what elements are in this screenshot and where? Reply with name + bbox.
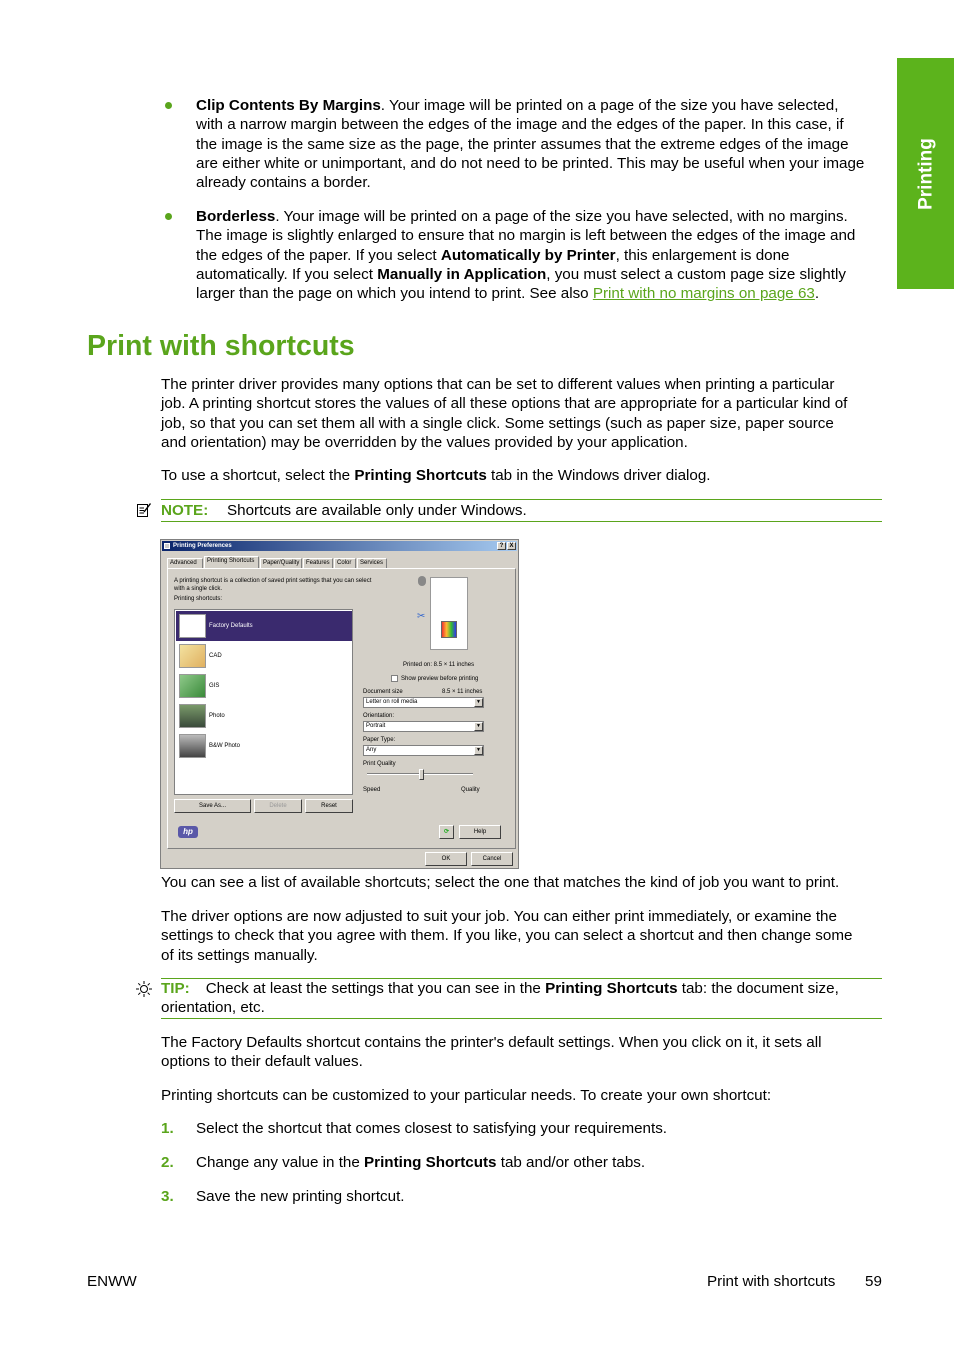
list-item[interactable]: [176, 671, 352, 701]
step-number: 3.: [161, 1188, 174, 1205]
driver-options-paragraph: [161, 907, 883, 965]
tab-color[interactable]: Color: [334, 558, 356, 568]
tab-paper-quality[interactable]: Paper/Quality: [260, 558, 302, 568]
note-text: Shortcuts are available only under Windows.: [227, 502, 527, 519]
bullet-dot: [165, 102, 172, 109]
bullet-borderless: [196, 207, 886, 303]
list-item[interactable]: [176, 701, 352, 731]
speed-label: Speed: [363, 787, 381, 793]
paragraph-line: tab in the Windows driver dialog.: [486, 467, 711, 484]
select-value: Letter on roll media: [366, 699, 418, 705]
bullet-clip-contents: [196, 96, 886, 192]
dialog-titlebar: [162, 541, 517, 551]
help-title-button[interactable]: ?: [497, 542, 506, 550]
shortcuts-label: Printing shortcuts:: [174, 596, 223, 602]
cross-reference-link[interactable]: Print with no margins on page 63: [592, 285, 815, 303]
paragraph-line: settings to check that you agree with them. If you like, you can select a shortcut and then change some: [161, 927, 853, 945]
list-item-label: GIS: [209, 683, 220, 689]
list-item[interactable]: [176, 611, 352, 641]
bullet-text: are either white or unimportant, and do not need to be printed. This may be useful when your image: [196, 154, 865, 172]
shortcuts-list: [174, 609, 353, 795]
factory-defaults-paragraph: [161, 1033, 883, 1072]
tip-label: TIP:: [161, 980, 190, 997]
tip-text: tab: the document size,: [677, 980, 839, 997]
step-text-part: tab and/or other tabs.: [496, 1154, 646, 1171]
photo-icon: [179, 704, 206, 728]
after-dialog-paragraph: You can see a list of available shortcuts; select the one that matches the kind of job you want to print.: [161, 874, 840, 891]
footer-section: Print with shortcuts: [707, 1273, 836, 1290]
shortcut-description: [174, 577, 371, 593]
chevron-down-icon: ▼: [474, 722, 483, 731]
paragraph-line: and orientation) may be overridden by the values provided by your application.: [161, 433, 688, 451]
tip-text: orientation, etc.: [161, 999, 265, 1017]
print-quality-label: Print Quality: [363, 761, 396, 767]
delete-button[interactable]: Delete: [254, 799, 302, 813]
bw-photo-icon: [179, 734, 206, 758]
paragraph-line: options to their default values.: [161, 1053, 363, 1071]
step-text: Save the new printing shortcut.: [196, 1188, 405, 1205]
paper-type-label: Paper Type:: [363, 737, 396, 743]
bullet-text: .: [814, 285, 820, 303]
tab-services[interactable]: Services: [357, 558, 387, 568]
step-text: [196, 1153, 645, 1172]
paragraph-line: job, so that you can set them all with a single click. Some settings (such as paper size, paper source: [161, 414, 834, 432]
bullet-text: . Your image will be printed on a page of the size you have selected,: [380, 97, 839, 114]
page-preview: [430, 577, 468, 650]
document-size-select[interactable]: [363, 697, 484, 708]
list-item[interactable]: [176, 731, 352, 761]
step-number: 2.: [161, 1154, 174, 1171]
list-item-label: Factory Defaults: [209, 623, 253, 629]
chevron-down-icon: ▼: [474, 746, 483, 755]
emphasis: Printing Shortcuts: [545, 980, 678, 997]
bullet-term: Clip Contents By Margins: [196, 97, 381, 114]
orientation-label: Orientation:: [363, 713, 395, 719]
orientation-select[interactable]: [363, 721, 484, 732]
note-label: NOTE:: [161, 502, 209, 519]
emphasis: Printing Shortcuts: [364, 1154, 497, 1171]
preview-image: [441, 621, 457, 638]
document-size-value: 8.5 × 11 inches: [442, 689, 483, 695]
printed-on-label: Printed on: 8.5 × 11 inches: [403, 662, 475, 668]
show-preview-checkbox[interactable]: [391, 675, 398, 682]
list-item-label: Photo: [209, 713, 225, 719]
roll-icon: [418, 576, 426, 586]
printing-preferences-dialog: [160, 539, 519, 869]
bullet-text: larger than the page on which you intend to print. See also: [196, 285, 593, 303]
bullet-text: . Your image will be printed on a page of the size you have selected, with no margins.: [275, 208, 848, 225]
bullet-text: already contains a border.: [196, 174, 371, 192]
paragraph-line: of its settings manually.: [161, 946, 318, 964]
page-number: 59: [865, 1273, 882, 1290]
bullet-text: , this enlargement is done: [615, 246, 790, 264]
step-text-part: Change any value in the: [196, 1154, 365, 1171]
list-item-label: B&W Photo: [209, 743, 241, 749]
side-chapter-tab: [897, 58, 954, 289]
paragraph-line: To use a shortcut, select the: [161, 467, 355, 484]
footer-left: ENWW: [87, 1273, 137, 1290]
bullet-term: Borderless: [196, 208, 276, 225]
bullet-text: , you must select a custom page size slightly: [546, 265, 846, 283]
note-block: [161, 501, 208, 520]
gis-map-icon: [179, 674, 206, 698]
paragraph-line: The printer driver provides many options that can be set to different values when printing a particular: [161, 376, 835, 393]
tip-block: [161, 979, 883, 1018]
bullet-text: with a narrow margin between the edges of the image and the edges of the paper. In this case, if: [196, 116, 844, 134]
select-value: Any: [366, 747, 377, 753]
tab-features[interactable]: Features: [303, 558, 333, 568]
note-icon: [136, 502, 152, 518]
paragraph-line: The Factory Defaults shortcut contains the printer's default settings. When you click on it, it sets all: [161, 1034, 822, 1051]
bullet-text: automatically. If you select: [196, 265, 378, 283]
tab-advanced[interactable]: Advanced: [167, 558, 203, 568]
intro-paragraph: [161, 375, 883, 452]
bullet-dot: [165, 213, 172, 220]
tip-text: Check at least the settings that you can see in the: [205, 980, 546, 997]
description-line: A printing shortcut is a collection of saved print settings that you can select: [174, 578, 372, 584]
paragraph-line: job. A printing shortcut stores the values of all these options that are appropriate for a particular kind of: [161, 395, 848, 413]
lightbulb-icon: [135, 980, 153, 998]
emphasis: Printing Shortcuts: [354, 467, 487, 484]
cad-icon: [179, 644, 206, 668]
dialog-title: Printing Preferences: [173, 543, 232, 549]
bullet-text: The image is slightly enlarged to ensure that no margin is left between the edges of the image and: [196, 227, 856, 245]
refresh-icon[interactable]: ⟳: [439, 825, 454, 839]
ok-button[interactable]: OK: [425, 852, 467, 866]
quality-slider-thumb[interactable]: [419, 769, 424, 780]
customize-paragraph: Printing shortcuts can be customized to your particular needs. To create your own shortcut:: [161, 1087, 772, 1104]
bullet-emphasis: Automatically by Printer: [440, 246, 616, 264]
bullet-text: the image is the same size as the page, the printer assumes that the extreme edges of the image: [196, 135, 849, 153]
help-button[interactable]: Help: [459, 825, 501, 839]
scissors-icon: ✂: [417, 611, 426, 622]
bullet-text: the edges of the paper. If you select: [196, 246, 441, 264]
note-rule-top: [161, 499, 882, 500]
bullet-emphasis: Manually in Application: [377, 265, 547, 283]
show-preview-label: Show preview before printing: [401, 676, 479, 682]
side-chapter-label: Printing: [914, 137, 936, 210]
tip-rule-bottom: [161, 1018, 882, 1019]
cancel-button[interactable]: Cancel: [471, 852, 513, 866]
hp-logo: hp: [178, 826, 198, 838]
tab-printing-shortcuts[interactable]: Printing Shortcuts: [204, 556, 259, 568]
list-item[interactable]: [176, 641, 352, 671]
section-heading: Print with shortcuts: [87, 330, 355, 362]
step-number: 1.: [161, 1120, 174, 1137]
list-item-label: CAD: [209, 653, 222, 659]
description-line: with a single click.: [174, 586, 223, 592]
select-value: Portrait: [366, 723, 386, 729]
printer-icon: [164, 543, 170, 549]
save-as-button[interactable]: Save As...: [174, 799, 251, 813]
step-text: Select the shortcut that comes closest to satisfying your requirements.: [196, 1120, 668, 1137]
reset-button[interactable]: Reset: [305, 799, 353, 813]
document-size-label: Document size: [363, 689, 403, 695]
use-shortcut-paragraph: [161, 466, 883, 485]
quality-label: Quality: [461, 787, 480, 793]
paper-type-select[interactable]: [363, 745, 484, 756]
paragraph-line: The driver options are now adjusted to suit your job. You can either print immediately, or examine the: [161, 908, 837, 925]
chevron-down-icon: ▼: [474, 698, 483, 707]
note-rule-bottom: [161, 521, 882, 522]
page-thumbnail: [179, 614, 206, 638]
close-title-button[interactable]: X: [507, 542, 516, 550]
